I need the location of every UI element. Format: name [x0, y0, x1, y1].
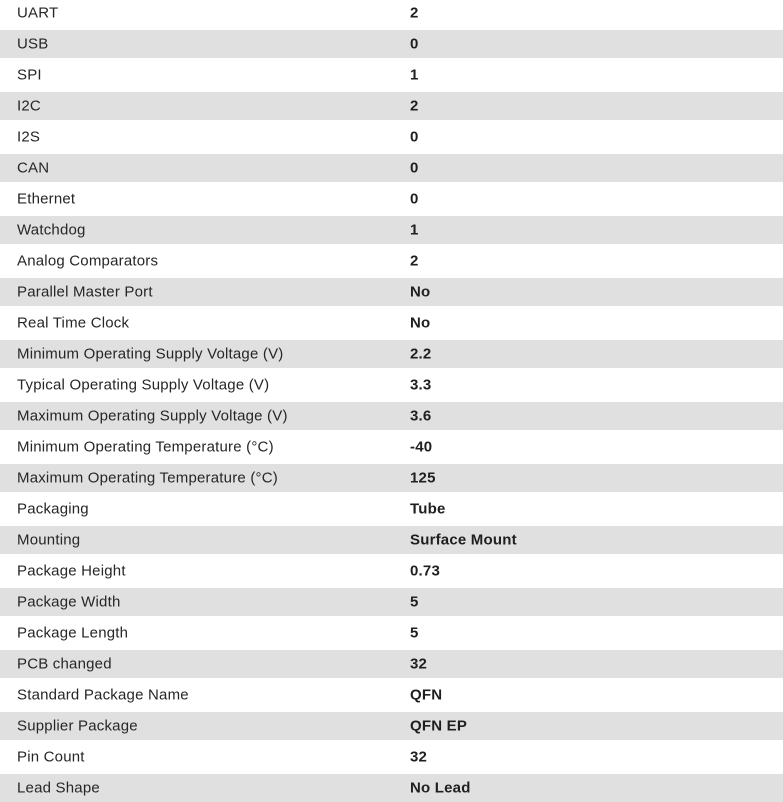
spec-label: Package Length [17, 624, 129, 642]
spec-label: Watchdog [17, 221, 86, 239]
spec-label: USB [17, 35, 49, 53]
spec-label: UART [17, 4, 59, 22]
spec-value: 125 [410, 469, 436, 487]
table-row [0, 275, 783, 306]
spec-label: I2C [17, 97, 41, 115]
spec-label: Package Height [17, 562, 126, 580]
spec-value: 1 [410, 221, 419, 239]
spec-label: Supplier Package [17, 717, 138, 735]
table-row [0, 89, 783, 120]
table-row [0, 461, 783, 492]
spec-label: Packaging [17, 500, 89, 518]
table-row [0, 554, 783, 585]
table-row [0, 244, 783, 275]
table-row [0, 709, 783, 740]
table-row [0, 337, 783, 368]
spec-label: SPI [17, 66, 42, 84]
spec-value: 0 [410, 190, 419, 208]
table-row [0, 0, 783, 27]
spec-value: 32 [410, 655, 428, 673]
table-row [0, 58, 783, 89]
table-row [0, 740, 783, 771]
table-row [0, 523, 783, 554]
spec-label: I2S [17, 128, 41, 146]
spec-value: 2 [410, 97, 419, 115]
spec-value: -40 [410, 438, 433, 456]
spec-label: Ethernet [17, 190, 76, 208]
spec-value: 3.6 [410, 407, 432, 425]
spec-label: Analog Comparators [17, 252, 159, 270]
spec-label: Maximum Operating Temperature (°C) [17, 469, 278, 487]
table-row [0, 678, 783, 709]
table-row [0, 492, 783, 523]
spec-value: 0 [410, 128, 419, 146]
table-row [0, 368, 783, 399]
table-row [0, 771, 783, 802]
table-row [0, 647, 783, 678]
spec-value: 5 [410, 593, 419, 611]
table-row [0, 616, 783, 647]
spec-value: 0 [410, 35, 419, 53]
spec-label: Standard Package Name [17, 686, 189, 704]
spec-value: QFN EP [410, 717, 468, 735]
table-row [0, 399, 783, 430]
spec-label: Minimum Operating Supply Voltage (V) [17, 345, 284, 363]
spec-value: 5 [410, 624, 419, 642]
spec-value: 2 [410, 4, 419, 22]
spec-label: Real Time Clock [17, 314, 130, 332]
spec-value: 32 [410, 748, 428, 766]
spec-label: Maximum Operating Supply Voltage (V) [17, 407, 288, 425]
spec-label: Parallel Master Port [17, 283, 153, 301]
table-row [0, 151, 783, 182]
spec-value: No Lead [410, 779, 471, 797]
spec-value: 3.3 [410, 376, 432, 394]
spec-label: Package Width [17, 593, 121, 611]
spec-value: 1 [410, 66, 419, 84]
table-row [0, 182, 783, 213]
spec-value: Surface Mount [410, 531, 517, 549]
spec-label: Lead Shape [17, 779, 100, 797]
spec-value: QFN [410, 686, 443, 704]
spec-value: 0.73 [410, 562, 440, 580]
spec-value: No [410, 314, 431, 332]
table-row [0, 120, 783, 151]
spec-value: 2 [410, 252, 419, 270]
table-row [0, 27, 783, 58]
spec-label: CAN [17, 159, 50, 177]
spec-value: 2.2 [410, 345, 432, 363]
spec-label: Mounting [17, 531, 81, 549]
table-row [0, 306, 783, 337]
spec-label: Typical Operating Supply Voltage (V) [17, 376, 270, 394]
spec-value: Tube [410, 500, 446, 518]
spec-value: 0 [410, 159, 419, 177]
table-row [0, 430, 783, 461]
spec-value: No [410, 283, 431, 301]
table-row [0, 585, 783, 616]
spec-label: Pin Count [17, 748, 85, 766]
spec-label: PCB changed [17, 655, 112, 673]
spec-label: Minimum Operating Temperature (°C) [17, 438, 274, 456]
table-row [0, 213, 783, 244]
